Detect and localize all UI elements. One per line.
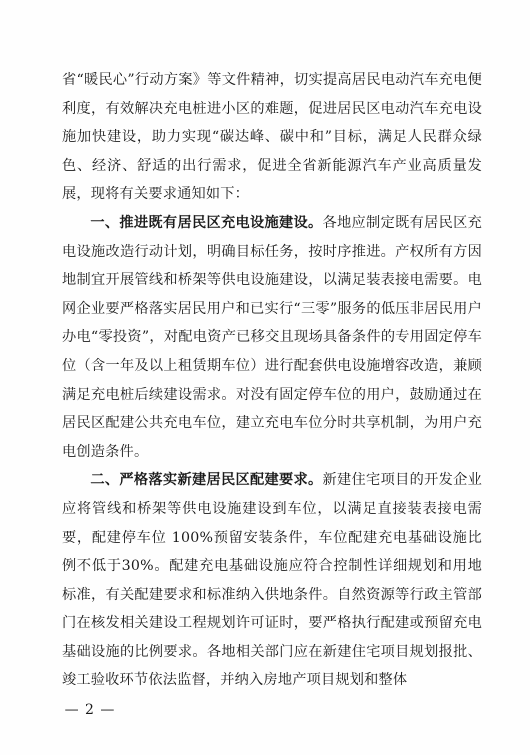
paragraph-intro-continuation [62, 66, 482, 209]
paragraph-text: 各地应制定既有居民区充电设施改造行动计划，明确目标任务，按时序推进。产权所有方因地制宜开展管线和桥架等供电设施建设，以满足装表接电需要。电网企业要严格落实居民用户和已实行“三零”服务的低压非居民用户办电“零投资”，对配电资产已移交且现场具备条件的专用固定停车位（含一年及以上租赁期车位）进行配套供电设施增容改造，兼顾满足充电桩后续建设需求。对没有固定停车位的用户，鼓励通过在居民区配建公共充电车位，建立充电车位分时共享机制，为用户充电创造条件。 [62, 214, 483, 460]
page-number: — 2 — [64, 702, 116, 718]
section-heading: 一、推进既有居民区充电设施建设。 [90, 214, 323, 231]
paragraph-text: 新建住宅项目的开发企业应将管线和桥架等供电设施建设到车位，以满足直接装表接电需要，配建停车位 100%预留安装条件，车位配建充电基础设施比例不低于30%。配建充电基础设施应符合控制性详细规划和用地标准，有关配建要求和标准纳入供地条件。自然资源等行政主管部门在核发相关建设工程规划许可证时，要严格执行配建或预留充电基础设施的比例要求。各地相关部门应在新建住宅项目规划报批、竣工验收环节依法监督，并纳入房地产项目规划和整体 [62, 472, 483, 689]
paragraph-section-1 [62, 209, 482, 466]
document-body [62, 66, 482, 695]
paragraph-text: 省“暖民心”行动方案》等文件精神，切实提高居民电动汽车充电便利度，有效解决充电桩进小区的难题，促进居民区电动汽车充电设施加快建设，助力实现“碳达峰、碳中和”目标，满足人民群众绿色、经济、舒适的出行需求，促进全省新能源汽车产业高质量发展，现将有关要求通知如下： [62, 72, 482, 203]
section-heading: 二、严格落实新建居民区配建要求。 [90, 472, 323, 489]
paragraph-section-2 [62, 466, 482, 695]
